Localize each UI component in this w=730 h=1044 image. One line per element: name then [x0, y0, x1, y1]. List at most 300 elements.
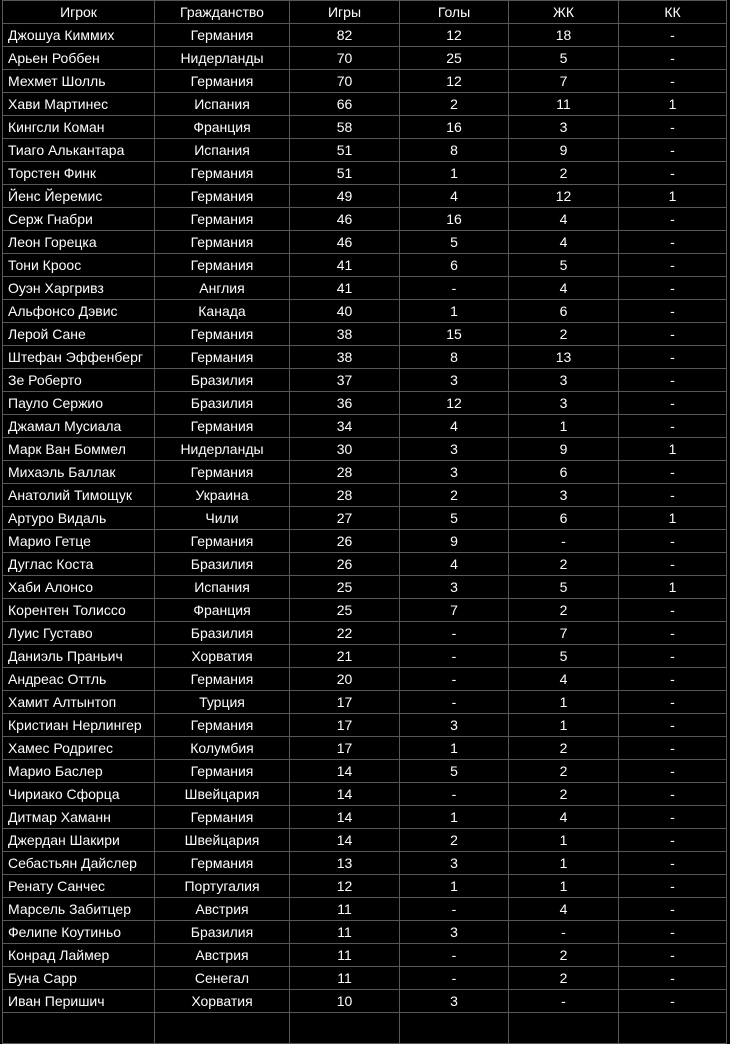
- cell-yellow-cards: 5: [509, 47, 619, 70]
- cell-player: Иван Перишич: [3, 990, 155, 1013]
- cell-yellow-cards: -: [509, 530, 619, 553]
- cell-goals: 15: [400, 323, 509, 346]
- cell-yellow-cards: 6: [509, 461, 619, 484]
- cell-goals: 3: [400, 438, 509, 461]
- cell-player: Чириако Сфорца: [3, 783, 155, 806]
- cell-red-cards: 1: [619, 507, 727, 530]
- cell-yellow-cards: 4: [509, 806, 619, 829]
- cell-games: 17: [290, 737, 400, 760]
- table-row: [3, 921, 727, 944]
- cell-yellow-cards: 2: [509, 944, 619, 967]
- cell-player: Хаби Алонсо: [3, 576, 155, 599]
- cell-yellow-cards: 4: [509, 277, 619, 300]
- empty-cell: [290, 1013, 400, 1044]
- cell-red-cards: -: [619, 392, 727, 415]
- cell-player: Конрад Лаймер: [3, 944, 155, 967]
- cell-goals: 2: [400, 93, 509, 116]
- cell-yellow-cards: 9: [509, 438, 619, 461]
- cell-games: 14: [290, 806, 400, 829]
- cell-citizenship: Германия: [155, 208, 290, 231]
- empty-cell: [155, 1013, 290, 1044]
- cell-goals: 12: [400, 24, 509, 47]
- cell-goals: 5: [400, 760, 509, 783]
- cell-yellow-cards: 2: [509, 737, 619, 760]
- cell-red-cards: -: [619, 277, 727, 300]
- cell-goals: 4: [400, 553, 509, 576]
- cell-yellow-cards: 18: [509, 24, 619, 47]
- cell-games: 26: [290, 553, 400, 576]
- cell-citizenship: Англия: [155, 277, 290, 300]
- table-row: [3, 944, 727, 967]
- cell-yellow-cards: 1: [509, 714, 619, 737]
- table-row: [3, 783, 727, 806]
- cell-citizenship: Германия: [155, 24, 290, 47]
- cell-red-cards: 1: [619, 438, 727, 461]
- cell-player: Дуглас Коста: [3, 553, 155, 576]
- cell-games: 27: [290, 507, 400, 530]
- cell-games: 51: [290, 139, 400, 162]
- cell-player: Буна Сарр: [3, 967, 155, 990]
- cell-goals: 3: [400, 369, 509, 392]
- table-row: [3, 24, 727, 47]
- cell-goals: 3: [400, 990, 509, 1013]
- cell-red-cards: -: [619, 461, 727, 484]
- cell-player: Джердан Шакири: [3, 829, 155, 852]
- cell-games: 11: [290, 921, 400, 944]
- cell-games: 37: [290, 369, 400, 392]
- cell-red-cards: -: [619, 599, 727, 622]
- cell-red-cards: -: [619, 162, 727, 185]
- cell-yellow-cards: 2: [509, 323, 619, 346]
- cell-player: Альфонсо Дэвис: [3, 300, 155, 323]
- cell-yellow-cards: -: [509, 921, 619, 944]
- empty-cell: [619, 1013, 727, 1044]
- cell-player: Йенс Йеремис: [3, 185, 155, 208]
- table-row: [3, 185, 727, 208]
- cell-red-cards: -: [619, 714, 727, 737]
- cell-goals: 1: [400, 300, 509, 323]
- cell-games: 14: [290, 783, 400, 806]
- cell-red-cards: -: [619, 852, 727, 875]
- cell-citizenship: Бразилия: [155, 622, 290, 645]
- cell-player: Фелипе Коутиньо: [3, 921, 155, 944]
- table-row: [3, 300, 727, 323]
- cell-citizenship: Германия: [155, 254, 290, 277]
- table-row: [3, 277, 727, 300]
- cell-player: Лерой Сане: [3, 323, 155, 346]
- cell-citizenship: Германия: [155, 415, 290, 438]
- table-row: [3, 70, 727, 93]
- cell-citizenship: Хорватия: [155, 990, 290, 1013]
- cell-red-cards: -: [619, 645, 727, 668]
- empty-cell: [400, 1013, 509, 1044]
- cell-citizenship: Германия: [155, 668, 290, 691]
- cell-player: Корентен Толиссо: [3, 599, 155, 622]
- cell-goals: 5: [400, 507, 509, 530]
- cell-player: Марио Баслер: [3, 760, 155, 783]
- cell-games: 38: [290, 346, 400, 369]
- cell-games: 30: [290, 438, 400, 461]
- table-row: [3, 737, 727, 760]
- cell-citizenship: Германия: [155, 70, 290, 93]
- cell-yellow-cards: 3: [509, 369, 619, 392]
- cell-citizenship: Бразилия: [155, 553, 290, 576]
- cell-citizenship: Германия: [155, 323, 290, 346]
- table-row: [3, 645, 727, 668]
- table-row: [3, 93, 727, 116]
- cell-citizenship: Турция: [155, 691, 290, 714]
- cell-yellow-cards: 9: [509, 139, 619, 162]
- cell-red-cards: -: [619, 921, 727, 944]
- cell-citizenship: Нидерланды: [155, 47, 290, 70]
- cell-goals: 1: [400, 737, 509, 760]
- table-row: [3, 461, 727, 484]
- cell-red-cards: -: [619, 231, 727, 254]
- table-row: [3, 576, 727, 599]
- cell-goals: 8: [400, 346, 509, 369]
- cell-player: Джамал Мусиала: [3, 415, 155, 438]
- cell-player: Ренату Санчес: [3, 875, 155, 898]
- cell-goals: 1: [400, 806, 509, 829]
- cell-player: Торстен Финк: [3, 162, 155, 185]
- cell-citizenship: Германия: [155, 231, 290, 254]
- cell-games: 17: [290, 714, 400, 737]
- cell-player: Михаэль Баллак: [3, 461, 155, 484]
- table-row: [3, 323, 727, 346]
- table-row: [3, 346, 727, 369]
- cell-yellow-cards: 7: [509, 622, 619, 645]
- cell-yellow-cards: 3: [509, 484, 619, 507]
- cell-goals: 2: [400, 484, 509, 507]
- cell-player: Хамит Алтынтоп: [3, 691, 155, 714]
- cell-red-cards: -: [619, 967, 727, 990]
- cell-player: Арьен Роббен: [3, 47, 155, 70]
- cell-red-cards: -: [619, 875, 727, 898]
- cell-red-cards: -: [619, 898, 727, 921]
- cell-citizenship: Португалия: [155, 875, 290, 898]
- cell-red-cards: 1: [619, 576, 727, 599]
- table-row: [3, 990, 727, 1013]
- header-red-cards: КК: [619, 1, 727, 24]
- cell-player: Марсель Забитцер: [3, 898, 155, 921]
- cell-yellow-cards: 5: [509, 576, 619, 599]
- cell-goals: 3: [400, 461, 509, 484]
- cell-games: 38: [290, 323, 400, 346]
- cell-citizenship: Германия: [155, 530, 290, 553]
- table-row: [3, 599, 727, 622]
- cell-player: Тони Кроос: [3, 254, 155, 277]
- table-row: [3, 438, 727, 461]
- table-row: [3, 806, 727, 829]
- cell-yellow-cards: 2: [509, 783, 619, 806]
- cell-red-cards: -: [619, 415, 727, 438]
- cell-goals: 2: [400, 829, 509, 852]
- table-row: [3, 898, 727, 921]
- table-body: [3, 24, 727, 1044]
- cell-yellow-cards: 1: [509, 875, 619, 898]
- cell-goals: -: [400, 277, 509, 300]
- cell-player: Тиаго Алькантара: [3, 139, 155, 162]
- cell-yellow-cards: 6: [509, 300, 619, 323]
- cell-games: 28: [290, 461, 400, 484]
- cell-goals: 4: [400, 415, 509, 438]
- cell-goals: -: [400, 967, 509, 990]
- table-row: [3, 553, 727, 576]
- cell-goals: 16: [400, 116, 509, 139]
- cell-red-cards: -: [619, 668, 727, 691]
- table-row: [3, 392, 727, 415]
- cell-red-cards: -: [619, 484, 727, 507]
- cell-player: Джошуа Киммих: [3, 24, 155, 47]
- cell-games: 21: [290, 645, 400, 668]
- cell-games: 13: [290, 852, 400, 875]
- cell-citizenship: Франция: [155, 116, 290, 139]
- cell-player: Леон Горецка: [3, 231, 155, 254]
- cell-player: Артуро Видаль: [3, 507, 155, 530]
- table-row: [3, 691, 727, 714]
- cell-citizenship: Швейцария: [155, 829, 290, 852]
- cell-yellow-cards: 2: [509, 760, 619, 783]
- cell-goals: -: [400, 944, 509, 967]
- cell-player: Хамес Родригес: [3, 737, 155, 760]
- cell-player: Марк Ван Боммел: [3, 438, 155, 461]
- cell-red-cards: -: [619, 139, 727, 162]
- cell-player: Андреас Оттль: [3, 668, 155, 691]
- table-row: [3, 47, 727, 70]
- cell-red-cards: -: [619, 208, 727, 231]
- cell-yellow-cards: 13: [509, 346, 619, 369]
- cell-red-cards: -: [619, 300, 727, 323]
- cell-red-cards: -: [619, 530, 727, 553]
- cell-games: 12: [290, 875, 400, 898]
- cell-player: Мехмет Шолль: [3, 70, 155, 93]
- cell-goals: 6: [400, 254, 509, 277]
- cell-red-cards: -: [619, 806, 727, 829]
- cell-games: 58: [290, 116, 400, 139]
- cell-red-cards: 1: [619, 185, 727, 208]
- cell-red-cards: -: [619, 944, 727, 967]
- cell-games: 26: [290, 530, 400, 553]
- cell-citizenship: Франция: [155, 599, 290, 622]
- cell-games: 28: [290, 484, 400, 507]
- cell-citizenship: Германия: [155, 346, 290, 369]
- cell-red-cards: -: [619, 691, 727, 714]
- cell-yellow-cards: 1: [509, 829, 619, 852]
- cell-yellow-cards: 4: [509, 231, 619, 254]
- cell-games: 66: [290, 93, 400, 116]
- cell-citizenship: Канада: [155, 300, 290, 323]
- cell-games: 70: [290, 70, 400, 93]
- cell-goals: -: [400, 645, 509, 668]
- cell-goals: 25: [400, 47, 509, 70]
- cell-red-cards: -: [619, 990, 727, 1013]
- cell-citizenship: Хорватия: [155, 645, 290, 668]
- cell-goals: 9: [400, 530, 509, 553]
- table-row: [3, 829, 727, 852]
- table-row: [3, 714, 727, 737]
- header-player: Игрок: [3, 1, 155, 24]
- cell-player: Штефан Эффенберг: [3, 346, 155, 369]
- cell-player: Дитмар Хаманн: [3, 806, 155, 829]
- cell-yellow-cards: 2: [509, 553, 619, 576]
- table-row: [3, 875, 727, 898]
- cell-goals: -: [400, 691, 509, 714]
- cell-yellow-cards: 2: [509, 162, 619, 185]
- cell-citizenship: Германия: [155, 852, 290, 875]
- cell-goals: 1: [400, 875, 509, 898]
- cell-yellow-cards: 1: [509, 415, 619, 438]
- cell-goals: 8: [400, 139, 509, 162]
- cell-yellow-cards: 5: [509, 254, 619, 277]
- table-row: [3, 530, 727, 553]
- cell-player: Себастьян Дайслер: [3, 852, 155, 875]
- cell-games: 11: [290, 967, 400, 990]
- cell-goals: 12: [400, 392, 509, 415]
- cell-games: 22: [290, 622, 400, 645]
- cell-games: 49: [290, 185, 400, 208]
- cell-red-cards: -: [619, 553, 727, 576]
- cell-yellow-cards: 2: [509, 967, 619, 990]
- cell-yellow-cards: -: [509, 990, 619, 1013]
- cell-player: Даниэль Праньич: [3, 645, 155, 668]
- cell-citizenship: Украина: [155, 484, 290, 507]
- cell-player: Хави Мартинес: [3, 93, 155, 116]
- cell-yellow-cards: 5: [509, 645, 619, 668]
- cell-yellow-cards: 12: [509, 185, 619, 208]
- header-goals: Голы: [400, 1, 509, 24]
- cell-yellow-cards: 1: [509, 691, 619, 714]
- cell-player: Марио Гетце: [3, 530, 155, 553]
- table-row: [3, 208, 727, 231]
- cell-player: Кингсли Коман: [3, 116, 155, 139]
- cell-games: 46: [290, 231, 400, 254]
- cell-goals: 5: [400, 231, 509, 254]
- cell-citizenship: Бразилия: [155, 392, 290, 415]
- cell-games: 11: [290, 898, 400, 921]
- cell-citizenship: Бразилия: [155, 369, 290, 392]
- cell-goals: 3: [400, 576, 509, 599]
- header-yellow-cards: ЖК: [509, 1, 619, 24]
- cell-citizenship: Германия: [155, 461, 290, 484]
- cell-games: 40: [290, 300, 400, 323]
- cell-goals: -: [400, 783, 509, 806]
- cell-goals: 3: [400, 714, 509, 737]
- cell-player: Кристиан Нерлингер: [3, 714, 155, 737]
- cell-citizenship: Австрия: [155, 898, 290, 921]
- table-row: [3, 231, 727, 254]
- cell-player: Оуэн Харгривз: [3, 277, 155, 300]
- cell-red-cards: -: [619, 323, 727, 346]
- cell-games: 36: [290, 392, 400, 415]
- cell-citizenship: Испания: [155, 576, 290, 599]
- cell-goals: -: [400, 668, 509, 691]
- cell-player: Луис Густаво: [3, 622, 155, 645]
- cell-games: 70: [290, 47, 400, 70]
- empty-cell: [3, 1013, 155, 1044]
- table-row: [3, 852, 727, 875]
- cell-red-cards: -: [619, 116, 727, 139]
- table-row: [3, 116, 727, 139]
- table-row: [3, 507, 727, 530]
- cell-red-cards: 1: [619, 93, 727, 116]
- cell-yellow-cards: 4: [509, 898, 619, 921]
- cell-games: 41: [290, 254, 400, 277]
- cell-yellow-cards: 3: [509, 116, 619, 139]
- cell-goals: 3: [400, 921, 509, 944]
- cell-games: 14: [290, 760, 400, 783]
- cell-goals: 7: [400, 599, 509, 622]
- cell-citizenship: Испания: [155, 93, 290, 116]
- cell-player: Анатолий Тимощук: [3, 484, 155, 507]
- table-row: [3, 254, 727, 277]
- cell-goals: 4: [400, 185, 509, 208]
- cell-games: 17: [290, 691, 400, 714]
- cell-citizenship: Колумбия: [155, 737, 290, 760]
- table-row: [3, 415, 727, 438]
- cell-yellow-cards: 4: [509, 668, 619, 691]
- cell-citizenship: Германия: [155, 760, 290, 783]
- cell-red-cards: -: [619, 70, 727, 93]
- cell-games: 46: [290, 208, 400, 231]
- cell-citizenship: Германия: [155, 162, 290, 185]
- cell-games: 14: [290, 829, 400, 852]
- cell-yellow-cards: 7: [509, 70, 619, 93]
- header-games: Игры: [290, 1, 400, 24]
- header-row: [3, 1, 727, 24]
- cell-citizenship: Германия: [155, 714, 290, 737]
- table-row: [3, 760, 727, 783]
- player-stats-table: [2, 0, 727, 1044]
- cell-red-cards: -: [619, 622, 727, 645]
- cell-red-cards: -: [619, 783, 727, 806]
- cell-games: 82: [290, 24, 400, 47]
- cell-goals: 12: [400, 70, 509, 93]
- table-row: [3, 139, 727, 162]
- header-citizenship: Гражданство: [155, 1, 290, 24]
- cell-player: Пауло Сержио: [3, 392, 155, 415]
- cell-red-cards: -: [619, 829, 727, 852]
- cell-red-cards: -: [619, 254, 727, 277]
- cell-yellow-cards: 3: [509, 392, 619, 415]
- table-row: [3, 622, 727, 645]
- cell-games: 10: [290, 990, 400, 1013]
- cell-goals: 16: [400, 208, 509, 231]
- cell-goals: 3: [400, 852, 509, 875]
- cell-yellow-cards: 1: [509, 852, 619, 875]
- cell-citizenship: Швейцария: [155, 783, 290, 806]
- cell-citizenship: Чили: [155, 507, 290, 530]
- cell-yellow-cards: 2: [509, 599, 619, 622]
- cell-games: 51: [290, 162, 400, 185]
- cell-citizenship: Сенегал: [155, 967, 290, 990]
- cell-games: 25: [290, 576, 400, 599]
- cell-red-cards: -: [619, 369, 727, 392]
- table-row: [3, 967, 727, 990]
- cell-games: 41: [290, 277, 400, 300]
- table-row: [3, 484, 727, 507]
- empty-row: [3, 1013, 727, 1044]
- cell-player: Зе Роберто: [3, 369, 155, 392]
- cell-games: 25: [290, 599, 400, 622]
- cell-citizenship: Бразилия: [155, 921, 290, 944]
- cell-yellow-cards: 11: [509, 93, 619, 116]
- cell-citizenship: Испания: [155, 139, 290, 162]
- cell-yellow-cards: 6: [509, 507, 619, 530]
- cell-red-cards: -: [619, 24, 727, 47]
- cell-games: 11: [290, 944, 400, 967]
- table-row: [3, 369, 727, 392]
- cell-games: 34: [290, 415, 400, 438]
